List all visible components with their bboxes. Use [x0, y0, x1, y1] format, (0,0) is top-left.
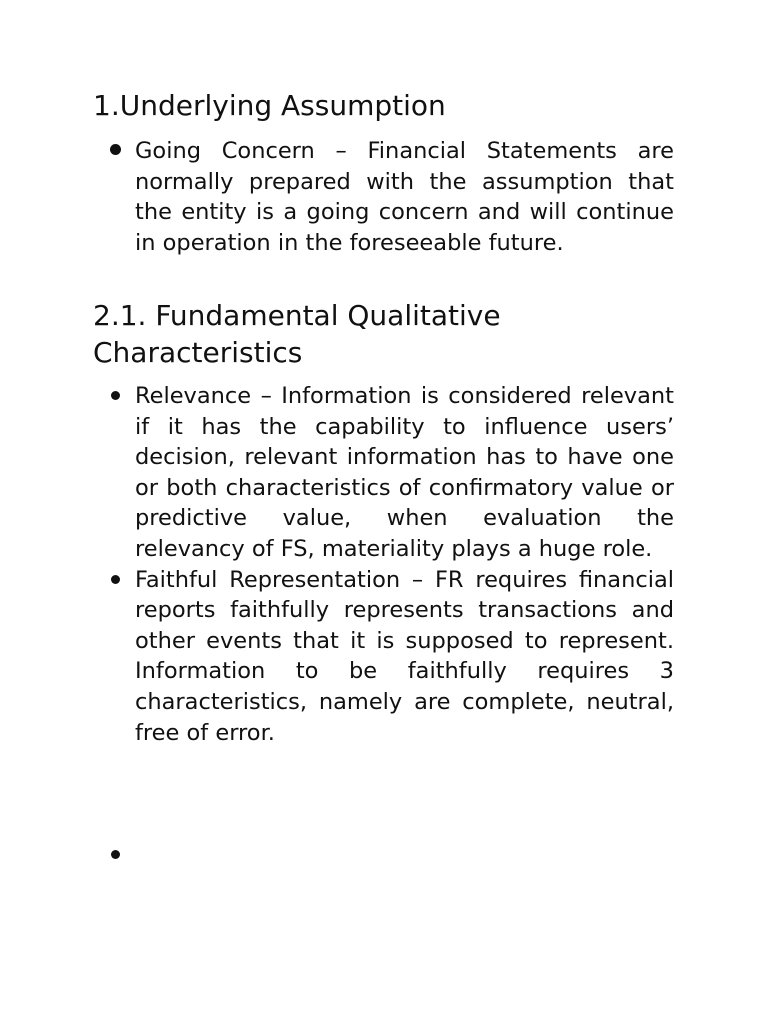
- list-item-relevance: [93, 381, 674, 565]
- list-item-text: Going Concern – Financial Statements are normally prepared with the assumption that the entity is a going concern and will continue in operation in the foreseeable future.: [135, 138, 674, 256]
- list-item-text: Faithful Representation – FR requires financial reports faithfully represents transactions and other events that it is supposed to represent. Information to be faithfully requires 3 characteristics, namely are complete, neutral, free of error.: [135, 566, 674, 746]
- list-item-going-concern: [93, 136, 674, 258]
- bullet-list-underlying-assumption: [93, 136, 674, 258]
- bullet-icon: [111, 136, 121, 167]
- list-item-faithful-representation: [93, 565, 674, 749]
- empty-bullet-icon: [111, 850, 120, 859]
- bullet-icon: [111, 565, 121, 596]
- section-heading-fundamental-qualitative-characteristics: 2.1. Fundamental Qualitative Characteristics: [93, 299, 501, 369]
- bullet-icon: [111, 381, 121, 412]
- list-item-text: Relevance – Information is considered relevant if it has the capability to influence users’ decision, relevant information has to have one or both characteristics of confirmatory value or predictive value, when evaluation the relevancy of FS, materiality plays a huge role.: [135, 383, 674, 562]
- section-heading-underlying-assumption: 1.Underlying Assumption: [93, 89, 446, 122]
- bullet-list-qualitative-characteristics: [93, 381, 674, 748]
